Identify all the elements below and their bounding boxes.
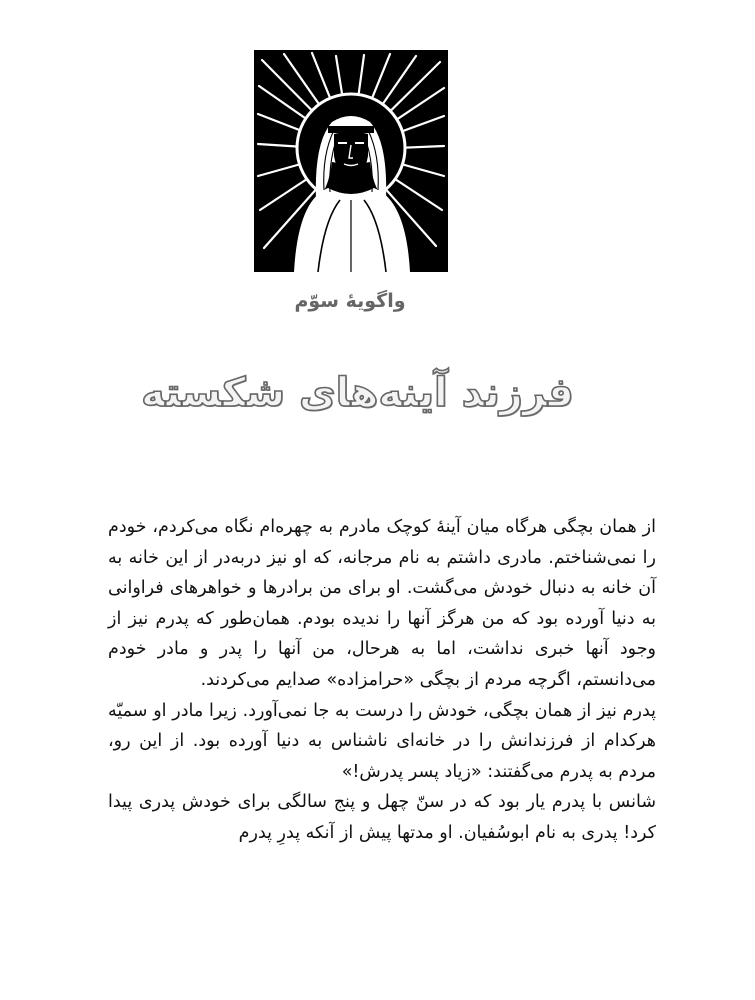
haloed-figure-woodcut: [254, 50, 448, 272]
paragraph: پدرم نیز از همان بچگی، خودش را درست به جا نمی‌آورد. زیرا مادر او سمیّه هرکدام از فرزندانش را در خانه‌ای ناشناس به دنیا آورده بود. از این رو، مردم به پدرم می‌گفتند: «زیاد پسر پدرش!»: [108, 700, 656, 782]
chapter-title: فرزند آینه‌های شکسته: [141, 370, 574, 416]
chapter-body: [108, 512, 656, 849]
portrait-illustration: [254, 50, 448, 272]
section-label: واگویهٔ سوّم: [294, 290, 406, 312]
paragraph: شانس با پدرم یار بود که در سنّ چهل و پنج سالگی برای خودش پدری پیدا کرد! پدری به نام ابوسُفیان. او مدتها پیش از آنکه پدرِ پدرم: [108, 792, 656, 843]
paragraph: از همان بچگی هرگاه میان آینهٔ کوچک مادرم به چهره‌ام نگاه می‌کردم، خودم را نمی‌شناختم. مادری داشتم به نام مرجانه، که او نیز دربه‌در از این خانه به آن خانه به دنبال خودش می‌گشت. او برای من برادرها و خواهرهای فراوانی به دنیا آورده بود که من هرگز آنها را ندیده بودم. همان‌طور که پدرم نیز از وجود آنها خبری نداشت، اما به هرحال، من آنها را پدر و مادر خودم می‌دانستم، اگرچه مردم از بچگی «حرامزاده» صدایم می‌کردند.: [108, 517, 656, 690]
